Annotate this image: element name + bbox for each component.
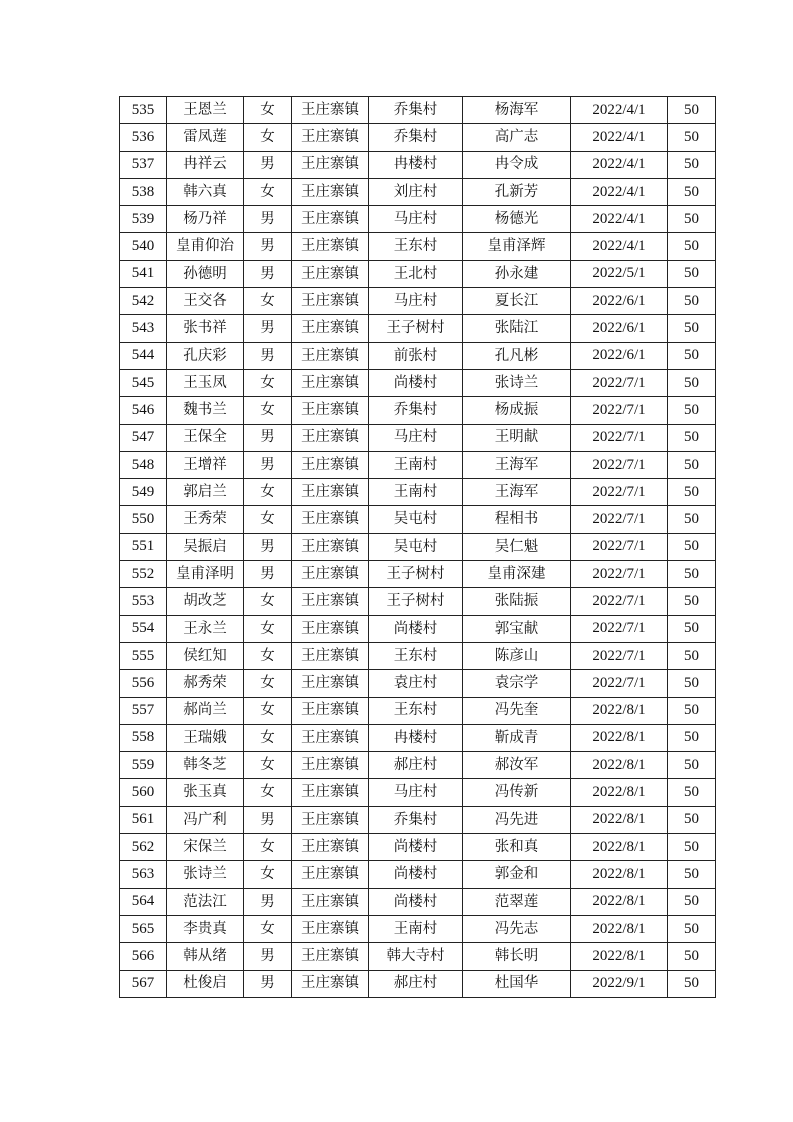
gender-cell: 女 <box>244 779 292 806</box>
gender-cell: 女 <box>244 178 292 205</box>
village-cell: 马庄村 <box>369 779 463 806</box>
village-cell: 王东村 <box>369 642 463 669</box>
row-number-cell: 567 <box>120 970 167 997</box>
payment-date-cell: 2022/6/1 <box>571 315 668 342</box>
township-cell: 王庄寨镇 <box>292 342 369 369</box>
amount-cell: 50 <box>668 588 716 615</box>
row-number-cell: 566 <box>120 943 167 970</box>
payment-date-cell: 2022/7/1 <box>571 615 668 642</box>
person-name-cell: 张玉真 <box>167 779 244 806</box>
village-cell: 郝庄村 <box>369 970 463 997</box>
village-cell: 乔集村 <box>369 124 463 151</box>
table-row <box>120 288 716 315</box>
row-number-cell: 541 <box>120 260 167 287</box>
agent-name-cell: 冯传新 <box>463 779 571 806</box>
gender-cell: 男 <box>244 260 292 287</box>
table-row <box>120 178 716 205</box>
amount-cell: 50 <box>668 861 716 888</box>
person-name-cell: 张诗兰 <box>167 861 244 888</box>
gender-cell: 女 <box>244 861 292 888</box>
amount-cell: 50 <box>668 915 716 942</box>
amount-cell: 50 <box>668 424 716 451</box>
row-number-cell: 539 <box>120 206 167 233</box>
township-cell: 王庄寨镇 <box>292 260 369 287</box>
agent-name-cell: 孔凡彬 <box>463 342 571 369</box>
roster-table-body <box>120 97 716 998</box>
amount-cell: 50 <box>668 888 716 915</box>
person-name-cell: 郝秀荣 <box>167 670 244 697</box>
agent-name-cell: 王海军 <box>463 451 571 478</box>
gender-cell: 女 <box>244 615 292 642</box>
agent-name-cell: 王海军 <box>463 479 571 506</box>
gender-cell: 女 <box>244 124 292 151</box>
agent-name-cell: 冯先奎 <box>463 697 571 724</box>
agent-name-cell: 张陆江 <box>463 315 571 342</box>
township-cell: 王庄寨镇 <box>292 561 369 588</box>
township-cell: 王庄寨镇 <box>292 779 369 806</box>
row-number-cell: 565 <box>120 915 167 942</box>
row-number-cell: 538 <box>120 178 167 205</box>
village-cell: 王南村 <box>369 479 463 506</box>
agent-name-cell: 孔新芳 <box>463 178 571 205</box>
agent-name-cell: 郝汝军 <box>463 752 571 779</box>
person-name-cell: 王瑞娥 <box>167 724 244 751</box>
amount-cell: 50 <box>668 97 716 124</box>
row-number-cell: 563 <box>120 861 167 888</box>
row-number-cell: 555 <box>120 642 167 669</box>
table-row <box>120 342 716 369</box>
amount-cell: 50 <box>668 943 716 970</box>
amount-cell: 50 <box>668 533 716 560</box>
village-cell: 乔集村 <box>369 397 463 424</box>
payment-date-cell: 2022/8/1 <box>571 834 668 861</box>
township-cell: 王庄寨镇 <box>292 615 369 642</box>
amount-cell: 50 <box>668 397 716 424</box>
payment-date-cell: 2022/7/1 <box>571 424 668 451</box>
gender-cell: 男 <box>244 451 292 478</box>
village-cell: 吴屯村 <box>369 506 463 533</box>
agent-name-cell: 夏长江 <box>463 288 571 315</box>
township-cell: 王庄寨镇 <box>292 97 369 124</box>
person-name-cell: 王交各 <box>167 288 244 315</box>
village-cell: 刘庄村 <box>369 178 463 205</box>
table-row <box>120 806 716 833</box>
table-row <box>120 670 716 697</box>
row-number-cell: 537 <box>120 151 167 178</box>
payment-date-cell: 2022/7/1 <box>571 670 668 697</box>
amount-cell: 50 <box>668 479 716 506</box>
gender-cell: 女 <box>244 588 292 615</box>
amount-cell: 50 <box>668 834 716 861</box>
payment-date-cell: 2022/7/1 <box>571 369 668 396</box>
agent-name-cell: 杨海军 <box>463 97 571 124</box>
row-number-cell: 535 <box>120 97 167 124</box>
person-name-cell: 郭启兰 <box>167 479 244 506</box>
row-number-cell: 557 <box>120 697 167 724</box>
township-cell: 王庄寨镇 <box>292 451 369 478</box>
village-cell: 马庄村 <box>369 288 463 315</box>
agent-name-cell: 杜国华 <box>463 970 571 997</box>
amount-cell: 50 <box>668 451 716 478</box>
table-row <box>120 369 716 396</box>
payment-date-cell: 2022/9/1 <box>571 970 668 997</box>
gender-cell: 男 <box>244 424 292 451</box>
village-cell: 乔集村 <box>369 97 463 124</box>
agent-name-cell: 韩长明 <box>463 943 571 970</box>
amount-cell: 50 <box>668 506 716 533</box>
township-cell: 王庄寨镇 <box>292 479 369 506</box>
person-name-cell: 韩六真 <box>167 178 244 205</box>
row-number-cell: 542 <box>120 288 167 315</box>
table-row <box>120 588 716 615</box>
row-number-cell: 558 <box>120 724 167 751</box>
table-row <box>120 561 716 588</box>
gender-cell: 女 <box>244 834 292 861</box>
amount-cell: 50 <box>668 697 716 724</box>
amount-cell: 50 <box>668 233 716 260</box>
village-cell: 尚楼村 <box>369 615 463 642</box>
payment-date-cell: 2022/6/1 <box>571 342 668 369</box>
township-cell: 王庄寨镇 <box>292 724 369 751</box>
village-cell: 王东村 <box>369 233 463 260</box>
gender-cell: 男 <box>244 533 292 560</box>
village-cell: 冉楼村 <box>369 724 463 751</box>
agent-name-cell: 张和真 <box>463 834 571 861</box>
agent-name-cell: 冯先进 <box>463 806 571 833</box>
payment-date-cell: 2022/8/1 <box>571 943 668 970</box>
payment-date-cell: 2022/4/1 <box>571 206 668 233</box>
payment-date-cell: 2022/8/1 <box>571 861 668 888</box>
row-number-cell: 561 <box>120 806 167 833</box>
row-number-cell: 543 <box>120 315 167 342</box>
person-name-cell: 侯红知 <box>167 642 244 669</box>
payment-date-cell: 2022/8/1 <box>571 724 668 751</box>
table-row <box>120 315 716 342</box>
amount-cell: 50 <box>668 178 716 205</box>
village-cell: 尚楼村 <box>369 834 463 861</box>
table-row <box>120 506 716 533</box>
person-name-cell: 皇甫泽明 <box>167 561 244 588</box>
payment-date-cell: 2022/8/1 <box>571 697 668 724</box>
gender-cell: 男 <box>244 206 292 233</box>
agent-name-cell: 杨成振 <box>463 397 571 424</box>
person-name-cell: 冉祥云 <box>167 151 244 178</box>
township-cell: 王庄寨镇 <box>292 206 369 233</box>
gender-cell: 女 <box>244 670 292 697</box>
agent-name-cell: 张陆振 <box>463 588 571 615</box>
person-name-cell: 杜俊启 <box>167 970 244 997</box>
table-row <box>120 615 716 642</box>
gender-cell: 男 <box>244 233 292 260</box>
township-cell: 王庄寨镇 <box>292 506 369 533</box>
table-row <box>120 233 716 260</box>
township-cell: 王庄寨镇 <box>292 834 369 861</box>
agent-name-cell: 皇甫泽辉 <box>463 233 571 260</box>
payment-date-cell: 2022/7/1 <box>571 588 668 615</box>
amount-cell: 50 <box>668 151 716 178</box>
row-number-cell: 559 <box>120 752 167 779</box>
village-cell: 王东村 <box>369 697 463 724</box>
agent-name-cell: 范翠莲 <box>463 888 571 915</box>
person-name-cell: 张书祥 <box>167 315 244 342</box>
agent-name-cell: 冯先志 <box>463 915 571 942</box>
payment-date-cell: 2022/4/1 <box>571 178 668 205</box>
gender-cell: 女 <box>244 752 292 779</box>
township-cell: 王庄寨镇 <box>292 915 369 942</box>
amount-cell: 50 <box>668 615 716 642</box>
amount-cell: 50 <box>668 670 716 697</box>
person-name-cell: 范法江 <box>167 888 244 915</box>
table-row <box>120 206 716 233</box>
village-cell: 冉楼村 <box>369 151 463 178</box>
gender-cell: 女 <box>244 915 292 942</box>
payment-date-cell: 2022/8/1 <box>571 752 668 779</box>
row-number-cell: 540 <box>120 233 167 260</box>
amount-cell: 50 <box>668 561 716 588</box>
agent-name-cell: 郭宝献 <box>463 615 571 642</box>
person-name-cell: 郝尚兰 <box>167 697 244 724</box>
person-name-cell: 宋保兰 <box>167 834 244 861</box>
village-cell: 袁庄村 <box>369 670 463 697</box>
agent-name-cell: 靳成青 <box>463 724 571 751</box>
row-number-cell: 546 <box>120 397 167 424</box>
table-row <box>120 834 716 861</box>
person-name-cell: 王保全 <box>167 424 244 451</box>
amount-cell: 50 <box>668 288 716 315</box>
township-cell: 王庄寨镇 <box>292 752 369 779</box>
township-cell: 王庄寨镇 <box>292 124 369 151</box>
row-number-cell: 545 <box>120 369 167 396</box>
amount-cell: 50 <box>668 806 716 833</box>
amount-cell: 50 <box>668 260 716 287</box>
township-cell: 王庄寨镇 <box>292 588 369 615</box>
person-name-cell: 杨乃祥 <box>167 206 244 233</box>
amount-cell: 50 <box>668 779 716 806</box>
row-number-cell: 552 <box>120 561 167 588</box>
amount-cell: 50 <box>668 752 716 779</box>
table-row <box>120 424 716 451</box>
township-cell: 王庄寨镇 <box>292 424 369 451</box>
table-row <box>120 915 716 942</box>
table-row <box>120 533 716 560</box>
table-row <box>120 779 716 806</box>
township-cell: 王庄寨镇 <box>292 369 369 396</box>
agent-name-cell: 张诗兰 <box>463 369 571 396</box>
payment-date-cell: 2022/7/1 <box>571 533 668 560</box>
row-number-cell: 553 <box>120 588 167 615</box>
township-cell: 王庄寨镇 <box>292 178 369 205</box>
amount-cell: 50 <box>668 642 716 669</box>
person-name-cell: 韩冬芝 <box>167 752 244 779</box>
village-cell: 郝庄村 <box>369 752 463 779</box>
township-cell: 王庄寨镇 <box>292 697 369 724</box>
row-number-cell: 556 <box>120 670 167 697</box>
person-name-cell: 王秀荣 <box>167 506 244 533</box>
township-cell: 王庄寨镇 <box>292 970 369 997</box>
table-row <box>120 642 716 669</box>
payment-date-cell: 2022/8/1 <box>571 779 668 806</box>
person-name-cell: 吴振启 <box>167 533 244 560</box>
person-name-cell: 魏书兰 <box>167 397 244 424</box>
village-cell: 尚楼村 <box>369 369 463 396</box>
amount-cell: 50 <box>668 342 716 369</box>
agent-name-cell: 程相书 <box>463 506 571 533</box>
agent-name-cell: 郭金和 <box>463 861 571 888</box>
payment-date-cell: 2022/4/1 <box>571 97 668 124</box>
village-cell: 尚楼村 <box>369 861 463 888</box>
amount-cell: 50 <box>668 724 716 751</box>
payment-date-cell: 2022/7/1 <box>571 561 668 588</box>
township-cell: 王庄寨镇 <box>292 670 369 697</box>
amount-cell: 50 <box>668 315 716 342</box>
village-cell: 王子树村 <box>369 315 463 342</box>
village-cell: 王南村 <box>369 451 463 478</box>
table-row <box>120 260 716 287</box>
row-number-cell: 544 <box>120 342 167 369</box>
payment-date-cell: 2022/5/1 <box>571 260 668 287</box>
table-row <box>120 724 716 751</box>
township-cell: 王庄寨镇 <box>292 315 369 342</box>
table-row <box>120 970 716 997</box>
row-number-cell: 550 <box>120 506 167 533</box>
village-cell: 王子树村 <box>369 561 463 588</box>
gender-cell: 女 <box>244 642 292 669</box>
gender-cell: 女 <box>244 697 292 724</box>
gender-cell: 男 <box>244 970 292 997</box>
payment-date-cell: 2022/4/1 <box>571 151 668 178</box>
agent-name-cell: 吴仁魁 <box>463 533 571 560</box>
gender-cell: 男 <box>244 561 292 588</box>
township-cell: 王庄寨镇 <box>292 943 369 970</box>
gender-cell: 男 <box>244 342 292 369</box>
person-name-cell: 雷凤莲 <box>167 124 244 151</box>
table-row <box>120 151 716 178</box>
payment-date-cell: 2022/8/1 <box>571 888 668 915</box>
gender-cell: 女 <box>244 724 292 751</box>
table-row <box>120 97 716 124</box>
person-name-cell: 王恩兰 <box>167 97 244 124</box>
roster-table <box>119 96 716 998</box>
person-name-cell: 孔庆彩 <box>167 342 244 369</box>
payment-date-cell: 2022/7/1 <box>571 642 668 669</box>
person-name-cell: 冯广利 <box>167 806 244 833</box>
gender-cell: 男 <box>244 315 292 342</box>
row-number-cell: 562 <box>120 834 167 861</box>
gender-cell: 女 <box>244 369 292 396</box>
village-cell: 尚楼村 <box>369 888 463 915</box>
table-row <box>120 397 716 424</box>
township-cell: 王庄寨镇 <box>292 233 369 260</box>
gender-cell: 男 <box>244 943 292 970</box>
amount-cell: 50 <box>668 369 716 396</box>
agent-name-cell: 杨德光 <box>463 206 571 233</box>
table-row <box>120 479 716 506</box>
person-name-cell: 胡改芝 <box>167 588 244 615</box>
village-cell: 马庄村 <box>369 424 463 451</box>
person-name-cell: 王玉凤 <box>167 369 244 396</box>
agent-name-cell: 孙永建 <box>463 260 571 287</box>
person-name-cell: 王永兰 <box>167 615 244 642</box>
row-number-cell: 564 <box>120 888 167 915</box>
amount-cell: 50 <box>668 124 716 151</box>
person-name-cell: 王增祥 <box>167 451 244 478</box>
row-number-cell: 554 <box>120 615 167 642</box>
table-row <box>120 124 716 151</box>
village-cell: 王子树村 <box>369 588 463 615</box>
person-name-cell: 李贵真 <box>167 915 244 942</box>
person-name-cell: 韩从绪 <box>167 943 244 970</box>
person-name-cell: 皇甫仰治 <box>167 233 244 260</box>
agent-name-cell: 高广志 <box>463 124 571 151</box>
gender-cell: 女 <box>244 506 292 533</box>
gender-cell: 女 <box>244 397 292 424</box>
township-cell: 王庄寨镇 <box>292 288 369 315</box>
township-cell: 王庄寨镇 <box>292 533 369 560</box>
amount-cell: 50 <box>668 970 716 997</box>
person-name-cell: 孙德明 <box>167 260 244 287</box>
gender-cell: 女 <box>244 288 292 315</box>
payment-date-cell: 2022/8/1 <box>571 915 668 942</box>
payment-date-cell: 2022/7/1 <box>571 479 668 506</box>
row-number-cell: 560 <box>120 779 167 806</box>
township-cell: 王庄寨镇 <box>292 151 369 178</box>
row-number-cell: 549 <box>120 479 167 506</box>
payment-date-cell: 2022/4/1 <box>571 233 668 260</box>
township-cell: 王庄寨镇 <box>292 861 369 888</box>
village-cell: 王南村 <box>369 915 463 942</box>
row-number-cell: 547 <box>120 424 167 451</box>
village-cell: 乔集村 <box>369 806 463 833</box>
township-cell: 王庄寨镇 <box>292 888 369 915</box>
village-cell: 马庄村 <box>369 206 463 233</box>
village-cell: 韩大寺村 <box>369 943 463 970</box>
agent-name-cell: 皇甫深建 <box>463 561 571 588</box>
table-row <box>120 451 716 478</box>
row-number-cell: 536 <box>120 124 167 151</box>
township-cell: 王庄寨镇 <box>292 806 369 833</box>
table-row <box>120 943 716 970</box>
payment-date-cell: 2022/8/1 <box>571 806 668 833</box>
row-number-cell: 551 <box>120 533 167 560</box>
payment-date-cell: 2022/7/1 <box>571 451 668 478</box>
table-row <box>120 888 716 915</box>
agent-name-cell: 冉令成 <box>463 151 571 178</box>
payment-date-cell: 2022/7/1 <box>571 506 668 533</box>
gender-cell: 男 <box>244 151 292 178</box>
gender-cell: 男 <box>244 888 292 915</box>
table-row <box>120 752 716 779</box>
gender-cell: 男 <box>244 806 292 833</box>
table-row <box>120 697 716 724</box>
table-row <box>120 861 716 888</box>
agent-name-cell: 袁宗学 <box>463 670 571 697</box>
village-cell: 吴屯村 <box>369 533 463 560</box>
row-number-cell: 548 <box>120 451 167 478</box>
village-cell: 前张村 <box>369 342 463 369</box>
amount-cell: 50 <box>668 206 716 233</box>
agent-name-cell: 陈彦山 <box>463 642 571 669</box>
township-cell: 王庄寨镇 <box>292 642 369 669</box>
agent-name-cell: 王明献 <box>463 424 571 451</box>
gender-cell: 女 <box>244 479 292 506</box>
payment-date-cell: 2022/4/1 <box>571 124 668 151</box>
township-cell: 王庄寨镇 <box>292 397 369 424</box>
village-cell: 王北村 <box>369 260 463 287</box>
gender-cell: 女 <box>244 97 292 124</box>
payment-date-cell: 2022/7/1 <box>571 397 668 424</box>
payment-date-cell: 2022/6/1 <box>571 288 668 315</box>
